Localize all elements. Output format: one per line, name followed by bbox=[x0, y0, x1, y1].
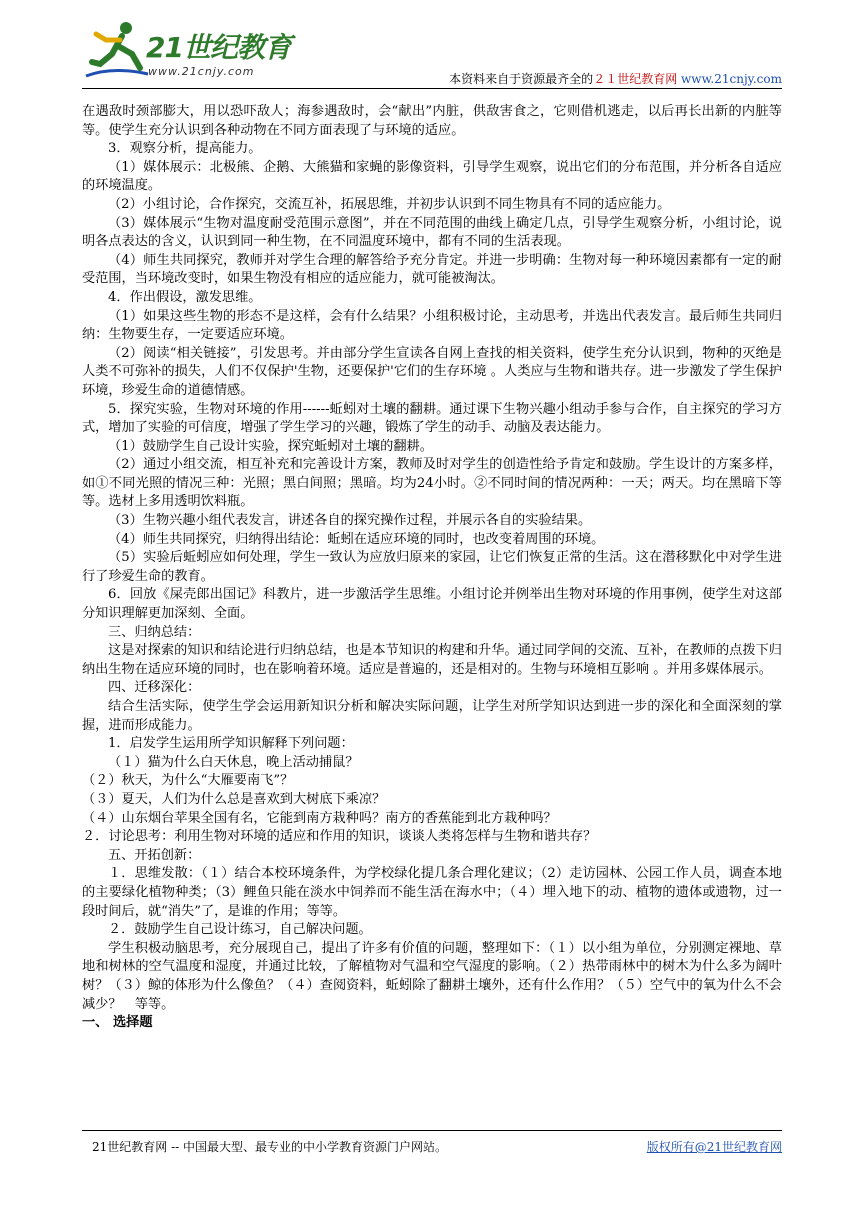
paragraph: （2）小组讨论，合作探究，交流互补，拓展思维，并初步认识到不同生物具有不同的适应能力。 bbox=[108, 196, 671, 212]
header-note-site[interactable]: ２１世纪教育网 bbox=[593, 72, 678, 86]
paragraph: 三、归纳总结： bbox=[108, 624, 201, 640]
header-note-url[interactable]: www.21cnjy.com bbox=[681, 72, 782, 86]
paragraph: （1）鼓励学生自己设计实验，探究蚯蚓对土壤的翻耕。 bbox=[108, 438, 433, 454]
paragraph: （４）山东烟台苹果全国有名，它能到南方栽种吗？南方的香蕉能到北方栽种吗？ bbox=[82, 810, 557, 826]
paragraph: （３）夏天，人们为什么总是喜欢到大树底下乘凉？ bbox=[82, 791, 386, 807]
footer-tagline: 21世纪教育网 -- 中国最大型、最专业的中小学教育资源门户网站。 bbox=[92, 1140, 448, 1154]
paragraph: 学生积极动脑思考，充分展现自己，提出了许多有价值的问题，整理如下：（１）以小组为单位，分别测定裸地、草地和树林的空气温度和湿度，并通过比较，了解植物对气温和空气湿度的影响。（２）热带雨林中的树木为什么多为阔叶树？（３）鲸的体形为什么像鱼？（４）查阅资料，蚯蚓除了翻耕土壤外，还有什么作用？（５）空气中的氧为什么不会减少？ 等等。 bbox=[82, 940, 782, 1012]
page-header bbox=[82, 18, 782, 88]
paragraph: （4）师生共同探究，教师并对学生合理的解答给予充分肯定。并进一步明确：生物对每一种环境因素都有一定的耐受范围，当环境改变时，如果生物没有相应的适应能力，就可能被淘汰。 bbox=[82, 252, 782, 287]
paragraph: 四、迁移深化： bbox=[108, 680, 201, 696]
paragraph: ２．鼓励学生自己设计练习，自己解决问题。 bbox=[108, 922, 372, 938]
paragraph: （１）猫为什么白天休息，晚上活动捕鼠？ bbox=[108, 754, 359, 770]
footer-divider bbox=[82, 1130, 782, 1131]
paragraph: 3．观察分析，提高能力。 bbox=[108, 141, 262, 157]
header-divider bbox=[82, 88, 782, 89]
paragraph: （5）实验后蚯蚓应如何处理，学生一致认为应放归原来的家园，让它们恢复正常的生活。这在潜移默化中对学生进行了珍爱生命的教育。 bbox=[82, 550, 782, 584]
paragraph: 4．作出假设，激发思维。 bbox=[108, 289, 262, 305]
paragraph: （1）如果这些生物的形态不是这样，会有什么结果？小组积极讨论，主动思考，并选出代表发言。最后师生共同归纳：生物要生存，一定要适应环境。 bbox=[82, 308, 782, 343]
paragraph: 一、 选择题 bbox=[82, 1015, 153, 1031]
paragraph: 五、开拓创新： bbox=[108, 847, 201, 863]
paragraph: 在遇敌时颈部膨大，用以恐吓敌人；海参遇敌时，会“献出”内脏，供敌害食之，它则借机逃走，以后再长出新的内脏等等。使学生充分认识到各种动物在不同方面表现了与环境的适应。 bbox=[82, 104, 782, 138]
footer-copyright-link[interactable]: 版权所有@21世纪教育网 bbox=[646, 1140, 782, 1154]
paragraph: （4）师生共同探究，归纳得出结论：蚯蚓在适应环境的同时，也改变着周围的环境。 bbox=[108, 531, 605, 547]
document-body bbox=[82, 103, 782, 1033]
paragraph: （3）媒体展示“生物对温度耐受范围示意图”，并在不同范围的曲线上确定几点，引导学生观察分析，小组讨论，说明各点表达的含义，认识到同一种生物，在不同温度环境中，都有不同的生活表现。 bbox=[82, 215, 782, 250]
logo-text: 21世纪教育 bbox=[146, 31, 291, 64]
header-note bbox=[449, 70, 782, 87]
runner-logo-icon bbox=[82, 18, 152, 84]
paragraph: （1）媒体展示：北极熊、企鹅、大熊猫和家蝇的影像资料，引导学生观察，说出它们的分布范围，并分析各自适应的环境温度。 bbox=[82, 159, 782, 194]
paragraph: 1．启发学生运用所学知识解释下列问题： bbox=[108, 736, 354, 752]
logo-url: www.21cnjy.com bbox=[148, 65, 255, 78]
paragraph: 6．回放《屎壳郎出国记》科教片，进一步激活学生思维。小组讨论并例举出生物对环境的作用事例，使学生对这部分知识理解更加深刻、全面。 bbox=[82, 587, 782, 622]
paragraph: １．思维发散：（１）结合本校环境条件，为学校绿化提几条合理化建议；（2）走访园林、公园工作人员，调查本地的主要绿化植物种类；（3）鲤鱼只能在淡水中饲养而不能生活在海水中；（４）埋入地下的动、植物的遗体或遗物，过一段时间后，就“消失”了，是谁的作用；等等。 bbox=[82, 866, 782, 919]
paragraph: 结合生活实际，使学生学会运用新知识分析和解决实际问题，让学生对所学知识达到进一步的深化和全面深刻的掌握，进而形成能力。 bbox=[82, 699, 782, 733]
paragraph: （2）阅读“相关链接”，引发思考。并由部分学生宣读各自网上查找的相关资料，使学生充分认识到，物种的灭绝是人类不可弥补的损失，人们不仅保护'生物，还要保护'它们的生存环境 。人类应与生物和谐共存。进一步激发了学生保护环境，珍爱生命的道德情感。 bbox=[82, 345, 782, 398]
paragraph: （2）通过小组交流，相互补充和完善设计方案，教师及时对学生的创造性给予肯定和鼓励。学生设计的方案多样，如①不同光照的情况三种：光照；黑白间照；黑暗。均为24小时。②不同时间的情况两种：一天；两天。均在黑暗下等等。选材上多用透明饮料瓶。 bbox=[82, 457, 782, 510]
paragraph: （3）生物兴趣小组代表发言，讲述各自的探究操作过程，并展示各自的实验结果。 bbox=[108, 513, 592, 529]
paragraph: 5．探究实验，生物对环境的作用------蚯蚓对土壤的翻耕。通过课下生物兴趣小组动手参与合作，自主探究的学习方式，增加了实验的可信度，增强了学生学习的兴趣，锻炼了学生的动手、动脑及表达能力。 bbox=[82, 401, 782, 436]
paragraph: （２）秋天，为什么“大雁要南飞”？ bbox=[82, 773, 294, 789]
paragraph: ２．讨论思考：利用生物对环境的适应和作用的知识，谈谈人类将怎样与生物和谐共存？ bbox=[82, 829, 597, 845]
site-logo[interactable] bbox=[82, 18, 292, 86]
paragraph: 这是对探索的知识和结论进行归纳总结，也是本节知识的构建和升华。通过同学间的交流、互补，在教师的点拨下归纳出生物在适应环境的同时，也在影响着环境。适应是普遍的，还是相对的。生物与环境相互影响 。并用多媒体展示。 bbox=[82, 643, 782, 677]
header-note-prefix: 本资料来自于资源最齐全的 bbox=[449, 72, 594, 86]
